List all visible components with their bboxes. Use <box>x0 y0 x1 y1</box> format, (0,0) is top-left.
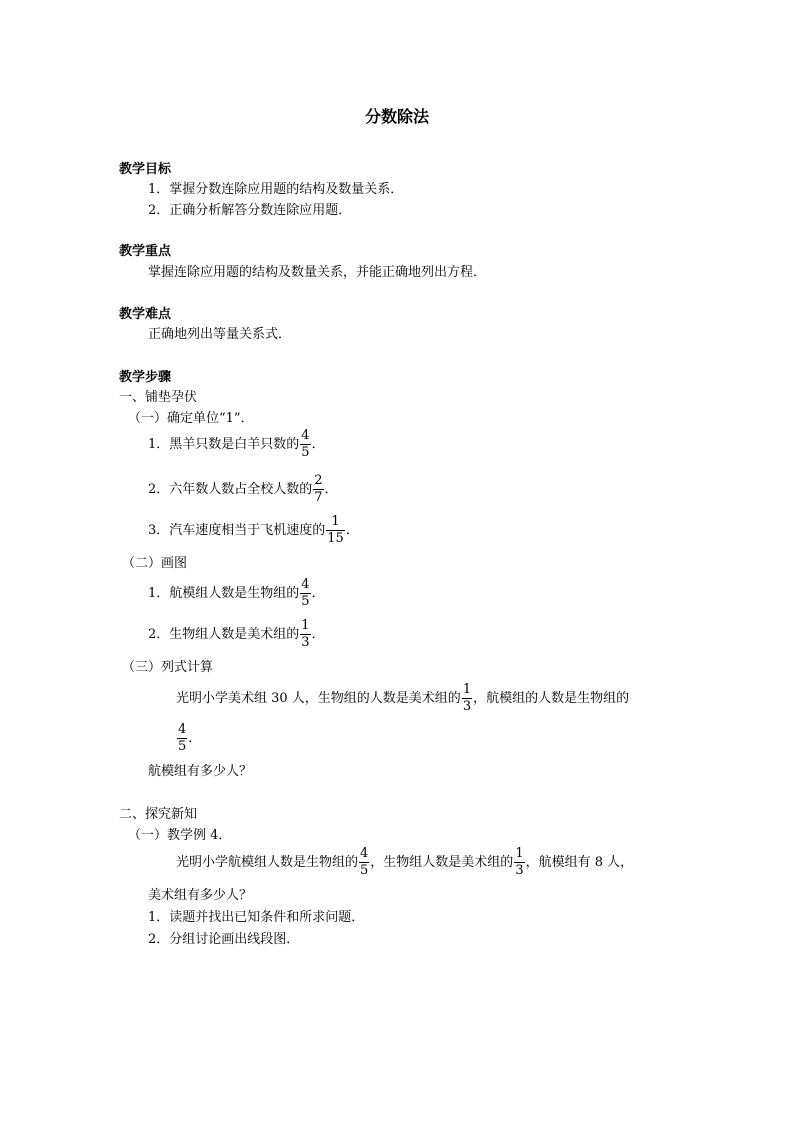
fraction-denominator: 5 <box>301 445 310 460</box>
item-text: 2．六年数人数占全校人数的 <box>148 482 313 497</box>
problem-end: ． <box>188 731 202 746</box>
fraction-numerator: 4 <box>178 722 187 737</box>
item-text: 3．汽车速度相当于飞机速度的 <box>148 523 326 538</box>
item-end: ． <box>311 437 325 452</box>
difficulty-text: 正确地列出等量关系式． <box>148 327 292 342</box>
fraction <box>313 474 323 505</box>
fraction <box>326 515 345 546</box>
fraction-numerator: 4 <box>301 577 310 592</box>
question-text: 航模组有多少人？ <box>148 764 253 779</box>
goals-heading: 教学目标 <box>119 162 172 177</box>
item-text: 1．黑羊只数是白羊只数的 <box>148 437 300 452</box>
fraction-denominator: 5 <box>301 594 310 609</box>
part1-title: 一、铺垫孕伏 <box>119 390 198 405</box>
fraction-denominator: 5 <box>360 863 369 878</box>
fraction-denominator: 3 <box>301 635 310 650</box>
item-text: 1．航模组人数是生物组的 <box>148 586 300 601</box>
list-item <box>148 618 325 652</box>
problem-text: 美术组有多少人？ <box>148 888 253 903</box>
fraction <box>300 578 310 609</box>
fraction-denominator: 7 <box>314 490 323 505</box>
part1-sub1-title: （一）确定单位“1”． <box>128 411 254 426</box>
fraction <box>300 619 310 650</box>
fraction <box>359 847 369 878</box>
page-title: 分数除法 <box>364 107 429 126</box>
list-item: 2．分组讨论画出线段图． <box>148 932 300 947</box>
fraction <box>177 723 187 754</box>
item-end: ． <box>311 627 325 642</box>
problem-text: ，航模组的人数是生物组的 <box>473 691 630 706</box>
list-item <box>148 514 359 548</box>
steps-heading: 教学步骤 <box>119 370 172 385</box>
fraction <box>462 683 472 714</box>
item-end: ． <box>311 586 325 601</box>
key-text: 掌握连除应用题的结构及数量关系，并能正确地列出方程． <box>148 265 487 280</box>
list-item <box>148 428 325 462</box>
list-item: 1．读题并找出已知条件和所求问题． <box>148 910 365 925</box>
difficulty-heading: 教学难点 <box>119 307 172 322</box>
fraction-numerator: 4 <box>301 428 310 443</box>
fraction-numerator: 2 <box>314 473 323 488</box>
fraction-numerator: 1 <box>462 682 472 697</box>
problem-text: ，生物组人数是美术组的 <box>370 855 514 870</box>
goal-item: 2．正确分析解答分数连除应用题． <box>148 203 352 218</box>
problem-line <box>176 846 633 880</box>
list-item <box>148 577 325 611</box>
part1-sub2-title: （二）画图 <box>122 556 188 571</box>
key-heading: 教学重点 <box>119 244 172 259</box>
fraction-numerator: 1 <box>331 514 340 529</box>
fraction <box>300 429 310 460</box>
problem-text: 光明小学航模组人数是生物组的 <box>176 855 359 870</box>
item-text: 2．生物组人数是美术组的 <box>148 627 300 642</box>
part1-sub3-title: （三）列式计算 <box>122 660 214 675</box>
fraction-denominator: 5 <box>178 739 187 754</box>
fraction-numerator: 4 <box>360 846 369 861</box>
item-end: ． <box>345 523 359 538</box>
part2-sub1-title: （一）教学例 4． <box>128 828 232 843</box>
fraction-numerator: 1 <box>301 618 310 633</box>
fraction-denominator: 15 <box>327 531 344 546</box>
list-item <box>148 473 338 507</box>
part2-title: 二、探究新知 <box>119 807 198 822</box>
problem-line <box>176 682 629 716</box>
fraction-denominator: 3 <box>462 699 472 714</box>
goal-item: 1．掌握分数连除应用题的结构及数量关系． <box>148 182 404 197</box>
problem-text: 光明小学美术组 30 人，生物组的人数是美术组的 <box>176 691 461 706</box>
fraction <box>514 847 524 878</box>
fraction-denominator: 3 <box>515 863 524 878</box>
problem-text: ，航模组有 8 人， <box>525 855 634 870</box>
problem-line <box>176 722 201 756</box>
fraction-numerator: 1 <box>515 846 524 861</box>
item-end: ． <box>324 482 338 497</box>
